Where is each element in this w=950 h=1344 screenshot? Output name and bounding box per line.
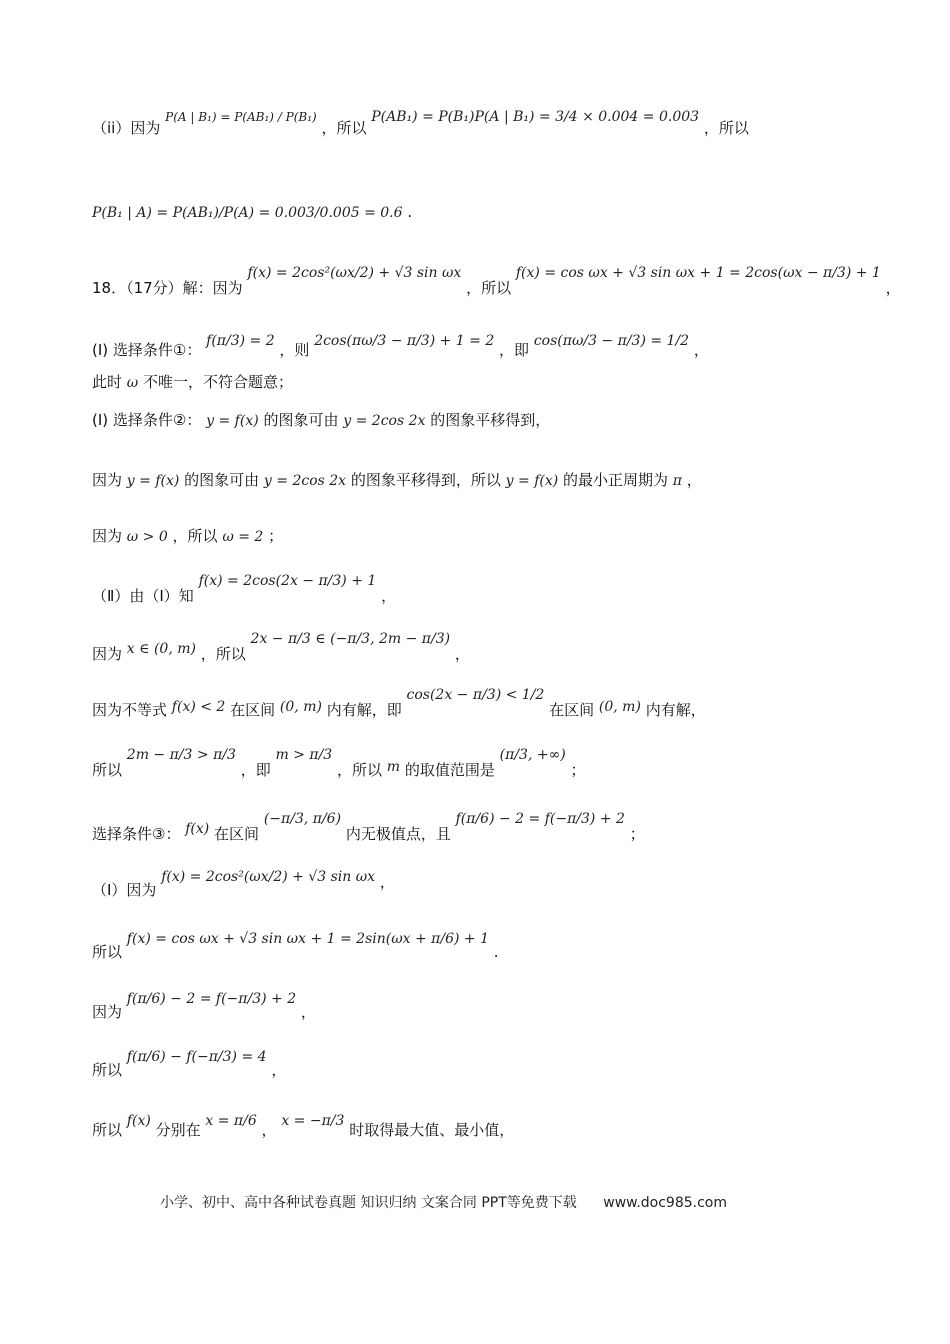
formula-omega: ω (126, 375, 139, 391)
line-text: 的取值范围是 (404, 761, 495, 779)
line-text: 时取得最大值、最小值， (349, 1121, 515, 1139)
formula-y-fx: y = f(x) (206, 413, 259, 429)
formula-x-interval: x ∈ (0, m) (126, 641, 196, 657)
formula-conditional-prob: P(A | B₁) = P(AB₁) / P(B₁) (165, 110, 317, 124)
formula-fx-definition: f(x) = 2cos²(ωx/2) + √3 sin ωx (161, 869, 376, 885)
condition-1-line (92, 330, 709, 359)
line-text: ； (629, 825, 645, 843)
line-text: 的图象平移得到，所以 (350, 471, 501, 489)
line-text: （Ⅱ）由（Ⅰ）知 (92, 587, 194, 605)
solution-line-ii-because (92, 106, 749, 137)
line-text: 分别在 (155, 1121, 201, 1139)
line-text: . (493, 943, 499, 961)
period-line (92, 470, 702, 491)
line-text: （ii）因为 (92, 119, 161, 137)
line-text: 内无极值点，且 (345, 825, 451, 843)
formula-x-min: x = −π/3 (281, 1113, 345, 1129)
line-text: ， (271, 1061, 287, 1079)
extrema-line (92, 1110, 515, 1139)
interval-line (92, 628, 470, 663)
line-text: 所以 (92, 1121, 123, 1139)
difference-line (92, 1046, 287, 1079)
line-text: 的图象可由 (263, 411, 339, 429)
problem-label: 18．（17分）解：因为 (92, 279, 243, 297)
formula-fx-lt-2: f(x) < 2 (171, 699, 226, 715)
line-text: ， (300, 1003, 316, 1021)
line-text: 因为 (92, 527, 123, 545)
formula-pi: π (672, 473, 682, 489)
line-text: （Ⅰ）因为 (92, 881, 157, 899)
formula-fx-sin: f(x) = cos ωx + √3 sin ωx + 1 = 2sin(ωx + π/6) + 1 (126, 931, 489, 947)
formula-fx: f(x) (126, 1113, 151, 1129)
line-text: 内有解，即 (326, 701, 402, 719)
inequality-line (92, 684, 706, 719)
line-text: 选择条件③： (92, 825, 181, 843)
line-text: ； (268, 527, 284, 545)
line-text: ，即 (240, 761, 271, 779)
formula-arg-interval: 2x − π/3 ∈ (−π/3, 2m − π/3) (250, 631, 451, 647)
page-footer (160, 1192, 727, 1212)
line-text: 此时 (92, 373, 123, 391)
line-text: 在区间 (214, 825, 260, 843)
formula-fx-simplified: f(x) = cos ωx + √3 sin ωx + 1 = 2cos(ωx − π/3) + 1 (515, 265, 881, 281)
formula-y-fx: y = f(x) (126, 473, 180, 489)
formula-y-fx: y = f(x) (505, 473, 559, 489)
line-text: ，所以 (337, 761, 383, 779)
line-text: ，所以 (200, 645, 246, 663)
formula-omega-positive: ω > 0 (126, 529, 168, 545)
range-line (92, 744, 586, 779)
line-text: 的图象可由 (184, 471, 260, 489)
formula-omega-value: ω = 2 (222, 529, 264, 545)
line-text: (I) 选择条件②： (92, 411, 202, 429)
line-text: ，即 (499, 341, 530, 359)
formula-cos-lt-half: cos(2x − π/3) < 1/2 (406, 687, 545, 703)
line-text: 所以 (92, 761, 123, 779)
line-text: ， (261, 1121, 277, 1139)
formula-2m-inequality: 2m − π/3 > π/3 (126, 747, 236, 763)
formula-condition-1-step: 2cos(πω/3 − π/3) + 1 = 2 (314, 333, 495, 349)
formula-condition-3: f(π/6) − 2 = f(−π/3) + 2 (455, 811, 625, 827)
formula-interval-no-extrema: (−π/3, π/6) (263, 811, 342, 827)
line-text: 的图象平移得到， (430, 411, 551, 429)
line-text: ， (885, 279, 901, 297)
line-text: ，所以 (172, 527, 218, 545)
line-text: ， (454, 645, 470, 663)
line-text: 所以 (92, 943, 123, 961)
line-text: 内有解， (645, 701, 706, 719)
line-text: ； (570, 761, 586, 779)
line-text: 所以 (92, 1061, 123, 1079)
omega-line (92, 526, 283, 547)
condition-2-line (92, 410, 550, 431)
line-text: 在区间 (549, 701, 595, 719)
formula-m-bound: m > π/3 (275, 747, 333, 763)
footer-text: 小学、初中、高中各种试卷真题 知识归纳 文案合同 PPT等免费下载 (160, 1195, 577, 1211)
line-text: ， (379, 873, 395, 891)
line-text: 因为 (92, 1003, 123, 1021)
formula-fx: f(x) (185, 821, 210, 837)
formula-condition-1: f(π/3) = 2 (206, 333, 275, 349)
part-ii-line (92, 570, 397, 605)
line-text: ，所以 (466, 279, 512, 297)
formula-interval-0m: (0, m) (598, 699, 641, 715)
line-text: ，所以 (321, 119, 367, 137)
line-text: 在区间 (230, 701, 276, 719)
formula-bayes-result: P(B₁ | A) = P(AB₁)/P(A) = 0.003/0.005 = 0.6 (92, 205, 403, 221)
line-text: ，则 (279, 341, 310, 359)
line-text: ， (381, 587, 397, 605)
line-text: 因为不等式 (92, 701, 168, 719)
line-text: . (407, 203, 413, 221)
line-text: 因为 (92, 645, 123, 663)
formula-condition-3: f(π/6) − 2 = f(−π/3) + 2 (126, 991, 297, 1007)
line-text: ， (686, 471, 702, 489)
because-condition-line (92, 988, 316, 1021)
part-i-because-line (92, 866, 395, 899)
formula-x-max: x = π/6 (205, 1113, 257, 1129)
line-text: (I) 选择条件①： (92, 341, 202, 359)
formula-fx-definition: f(x) = 2cos²(ωx/2) + √3 sin ωx (247, 265, 462, 281)
formula-m: m (386, 759, 401, 775)
line-text: ， (693, 341, 709, 359)
line-text: ，所以 (703, 119, 749, 137)
line-text: 的最小正周期为 (562, 471, 668, 489)
problem-18-heading (92, 262, 901, 297)
formula-fx-cos: f(x) = 2cos(2x − π/3) + 1 (198, 573, 377, 589)
footer-url[interactable]: www.doc985.com (603, 1195, 727, 1211)
formula-interval-0m: (0, m) (279, 699, 322, 715)
formula-m-range: (π/3, +∞) (499, 747, 566, 763)
formula-y-2cos2x: y = 2cos 2x (263, 473, 347, 489)
therefore-sin-line (92, 928, 499, 961)
condition-1-conclusion (92, 372, 293, 393)
line-text: 因为 (92, 471, 123, 489)
formula-prob-product: P(AB₁) = P(B₁)P(A | B₁) = 3/4 × 0.004 = 0.003 (371, 109, 700, 125)
solution-line-result (92, 202, 412, 223)
formula-difference-4: f(π/6) − f(−π/3) = 4 (126, 1049, 267, 1065)
line-text: 不唯一，不符合题意； (143, 373, 294, 391)
condition-3-line (92, 808, 645, 843)
formula-y-2cos2x: y = 2cos 2x (343, 413, 426, 429)
formula-condition-1-result: cos(πω/3 − π/3) = 1/2 (533, 333, 690, 349)
